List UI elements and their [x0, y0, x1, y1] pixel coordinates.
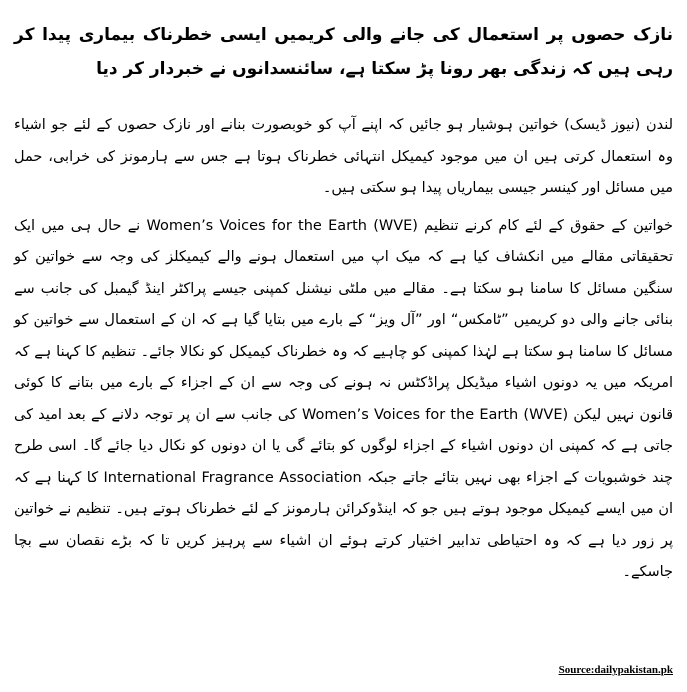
article-paragraph-1: لندن (نیوز ڈیسک) خواتین ہوشیار ہو جائیں کہ اپنے آپ کو خوبصورت بنانے اور نازک حصوں کے لئے جو اشیاء وہ استعمال کرتی ہیں ان میں موجود کیمیکل انتہائی خطرناک ہوتا ہے جس سے ہارمونز کی خرابی، حمل میں مسائل اور کینسر جیسی بیماریاں پیدا ہو سکتی ہیں۔ — [14, 117, 673, 196]
article-headline: نازک حصوں پر استعمال کی جانے والی کریمیں ایسی خطرناک بیماری پیدا کر رہی ہیں کہ زندگی بھر رونا پڑ سکتا ہے، سائنسدانوں نے خبردار کر دیا — [14, 25, 673, 79]
source-credit: Source:dailypakistan.pk — [558, 664, 673, 676]
article-paragraph-2: خواتین کے حقوق کے لئے کام کرنے تنظیم Women’s Voices for the Earth (WVE) نے حال ہی میں ایک تحقیقاتی مقالے میں انکشاف کیا ہے کہ میک اپ میں استعمال ہونے والے کیمیکلز کی وجہ سے خواتین کو سنگین مسائل کا سامنا ہو سکتا ہے۔ مقالے میں ملٹی نیشنل کمپنی جیسے پراکٹر اینڈ گیمبل کی جانب سے بنائی جانے والی دو کریمیں ”ٹامکس“ اور ”آل ویز“ کے بارے میں بتایا گیا ہے کہ ان کے استعمال سے خواتین کو مسائل کا سامنا ہو سکتا ہے لہٰذا کمپنی کو چاہیے کہ وہ خطرناک کیمیکل کو نکالا جائے۔ تنظیم کا کہنا ہے کہ امریکہ میں یہ دونوں اشیاء میڈیکل پراڈکٹس نہ ہونے کی وجہ سے ان کے اجزاء کے بارے میں بتانے کا کوئی قانون نہیں لیکن Women’s Voices for the Earth (WVE) کی جانب سے ان پر توجہ دلانے کے بعد امید کی جاتی ہے کہ کمپنی ان دونوں اشیاء کے اجزاء لوگوں کو بتائے گی یا ان دونوں کو نکال دیا جائے گا۔ اسی طرح چند خوشبویات کے اجزاء بھی نہیں بتائے جاتے جبکہ International Fragrance Association کا کہنا ہے کہ ان میں ایسے کیمیکل موجود ہوتے ہیں جو کہ اینڈوکرائن ہارمونز کے لئے خطرناک ہوتے ہیں۔ تنظیم نے خواتین پر زور دیا ہے کہ وہ احتیاطی تدابیر اختیار کرتے ہوئے ان اشیاء سے پرہیز کریں تا کہ بڑے نقصان سے بچا جاسکے۔ — [14, 217, 673, 580]
